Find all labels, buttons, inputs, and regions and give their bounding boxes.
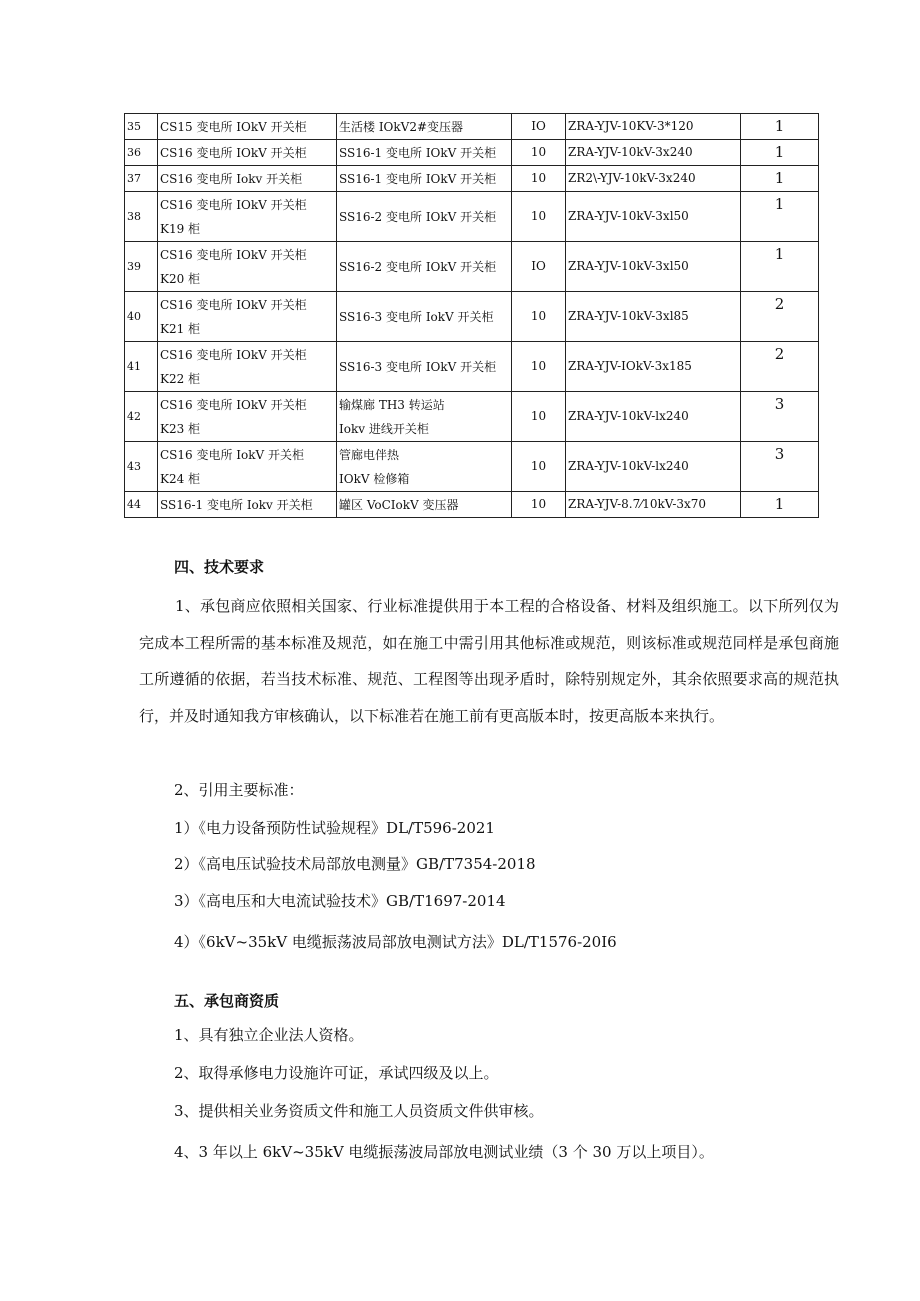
to-location-cell-line: IOkV 检修箱 — [339, 471, 410, 486]
from-location-cell — [158, 442, 337, 492]
to-location-cell — [337, 114, 512, 140]
to-location-cell-line: SS16-3 变电所 IOkV 开关柜 — [339, 359, 497, 374]
row-number-cell: 35 — [125, 114, 158, 140]
voltage-cell: IO — [512, 114, 566, 140]
from-location-cell-line: CS16 变电所 IOkV 开关柜 — [160, 397, 307, 412]
row-number-cell: 41 — [125, 342, 158, 392]
to-location-cell-line: SS16-1 变电所 IOkV 开关柜 — [339, 145, 497, 160]
row-number-cell: 36 — [125, 140, 158, 166]
cable-model-cell: ZRA-YJV-10kV-lx240 — [566, 442, 741, 492]
qualification-item-3: 3、提供相关业务资质文件和施工人员资质文件供审核。 — [174, 1102, 544, 1120]
standard-item-1: 1）《电力设备预防性试验规程》DL/T596-2021 — [174, 819, 495, 837]
table-row — [125, 166, 819, 192]
table-row — [125, 342, 819, 392]
from-location-cell-line: CS16 变电所 IOkV 开关柜 — [160, 145, 307, 160]
voltage-cell: 10 — [512, 442, 566, 492]
from-location-cell — [158, 492, 337, 518]
from-location-cell — [158, 140, 337, 166]
standard-item-3: 3）《高电压和大电流试验技术》GB/T1697-2014 — [174, 892, 506, 910]
quantity-cell: 1 — [741, 492, 819, 518]
cable-model-cell: ZRA-YJV-8.7⁄10kV-3x70 — [566, 492, 741, 518]
to-location-cell-line: Iokv 进线开关柜 — [339, 421, 429, 436]
cable-model-cell: ZRA-YJV-10kV-lx240 — [566, 392, 741, 442]
to-location-cell-line: 输煤廊 TH3 转运站 — [339, 397, 445, 412]
table-row — [125, 492, 819, 518]
cable-model-cell: ZRA-YJV-10kV-3xl50 — [566, 242, 741, 292]
to-location-cell-line: SS16-1 变电所 IOkV 开关柜 — [339, 171, 497, 186]
from-location-cell-line: CS16 变电所 IokV 开关柜 — [160, 447, 305, 462]
quantity-cell: 1 — [741, 166, 819, 192]
to-location-cell-line: SS16-2 变电所 IOkV 开关柜 — [339, 209, 497, 224]
table-row — [125, 292, 819, 342]
from-location-cell-line: K24 柜 — [160, 471, 201, 486]
quantity-cell: 1 — [741, 192, 819, 242]
section-4-title: 四、技术要求 — [174, 558, 265, 576]
voltage-cell: 10 — [512, 166, 566, 192]
cable-table — [124, 113, 819, 518]
row-number-cell: 43 — [125, 442, 158, 492]
to-location-cell — [337, 442, 512, 492]
to-location-cell-line: 生活楼 IOkV2#变压器 — [339, 119, 464, 134]
voltage-cell: 10 — [512, 392, 566, 442]
from-location-cell — [158, 114, 337, 140]
row-number-cell: 40 — [125, 292, 158, 342]
from-location-cell-line: CS16 变电所 IOkV 开关柜 — [160, 347, 307, 362]
quantity-cell: 1 — [741, 140, 819, 166]
cable-model-cell: ZRA-YJV-10kV-3xl50 — [566, 192, 741, 242]
voltage-cell: IO — [512, 242, 566, 292]
from-location-cell-line: K22 柜 — [160, 371, 201, 386]
qualification-item-4: 4、3 年以上 6kV~35kV 电缆振荡波局部放电测试业绩（3 个 30 万以上项目）。 — [174, 1143, 714, 1161]
quantity-cell: 3 — [741, 442, 819, 492]
quantity-cell: 3 — [741, 392, 819, 442]
voltage-cell: 10 — [512, 192, 566, 242]
to-location-cell — [337, 242, 512, 292]
row-number-cell: 37 — [125, 166, 158, 192]
from-location-cell-line: K20 柜 — [160, 271, 201, 286]
from-location-cell-line: K23 柜 — [160, 421, 201, 436]
table-row — [125, 192, 819, 242]
qualification-item-1: 1、具有独立企业法人资格。 — [174, 1026, 364, 1044]
to-location-cell — [337, 492, 512, 518]
quantity-cell: 1 — [741, 242, 819, 292]
from-location-cell-line: SS16-1 变电所 Iokv 开关柜 — [160, 497, 313, 512]
voltage-cell: 10 — [512, 492, 566, 518]
from-location-cell — [158, 292, 337, 342]
cable-model-cell: ZR2\-YJV-10kV-3x240 — [566, 166, 741, 192]
from-location-cell — [158, 166, 337, 192]
table-row — [125, 140, 819, 166]
row-number-cell: 42 — [125, 392, 158, 442]
section-5-title: 五、承包商资质 — [174, 992, 280, 1010]
standard-item-2: 2）《高电压试验技术局部放电测量》GB/T7354-2018 — [174, 855, 536, 873]
table-row — [125, 242, 819, 292]
from-location-cell — [158, 342, 337, 392]
qualification-item-2: 2、取得承修电力设施许可证，承试四级及以上。 — [174, 1064, 499, 1082]
to-location-cell — [337, 192, 512, 242]
table-row — [125, 392, 819, 442]
quantity-cell: 2 — [741, 342, 819, 392]
standard-item-4: 4）《6kV~35kV 电缆振荡波局部放电测试方法》DL/T1576-20I6 — [174, 933, 617, 951]
cable-model-cell: ZRA-YJV-10kV-3x240 — [566, 140, 741, 166]
table-row — [125, 442, 819, 492]
from-location-cell-line: CS16 变电所 IOkV 开关柜 — [160, 247, 307, 262]
quantity-cell: 2 — [741, 292, 819, 342]
row-number-cell: 38 — [125, 192, 158, 242]
to-location-cell-line: SS16-2 变电所 IOkV 开关柜 — [339, 259, 497, 274]
quantity-cell: 1 — [741, 114, 819, 140]
to-location-cell-line: 管廊电伴热 — [339, 447, 400, 462]
voltage-cell: 10 — [512, 292, 566, 342]
from-location-cell-line: K21 柜 — [160, 321, 201, 336]
from-location-cell — [158, 242, 337, 292]
from-location-cell — [158, 392, 337, 442]
cable-model-cell: ZRA-YJV-10KV-3*120 — [566, 114, 741, 140]
voltage-cell: 10 — [512, 342, 566, 392]
from-location-cell-line: CS16 变电所 IOkV 开关柜 — [160, 297, 307, 312]
from-location-cell-line: CS16 变电所 Iokv 开关柜 — [160, 171, 303, 186]
to-location-cell — [337, 166, 512, 192]
row-number-cell: 39 — [125, 242, 158, 292]
section-4-paragraph-2: 2、引用主要标准： — [174, 781, 304, 799]
to-location-cell — [337, 392, 512, 442]
to-location-cell — [337, 140, 512, 166]
cable-table-body — [125, 114, 819, 518]
from-location-cell-line: K19 柜 — [160, 221, 201, 236]
from-location-cell — [158, 192, 337, 242]
row-number-cell: 44 — [125, 492, 158, 518]
cable-model-cell: ZRA-YJV-10kV-3xl85 — [566, 292, 741, 342]
from-location-cell-line: CS16 变电所 IOkV 开关柜 — [160, 197, 307, 212]
to-location-cell — [337, 342, 512, 392]
voltage-cell: 10 — [512, 140, 566, 166]
cable-model-cell: ZRA-YJV-IOkV-3x185 — [566, 342, 741, 392]
from-location-cell-line: CS15 变电所 IOkV 开关柜 — [160, 119, 307, 134]
section-4-paragraph-1: 1、承包商应依照相关国家、行业标准提供用于本工程的合格设备、材料及组织施工。以下所列仅为完成本工程所需的基本标准及规范，如在施工中需引用其他标准或规范，则该标准或规范同样是承包商施工所遵循的依据，若当技术标准、规范、工程图等出现矛盾时，除特别规定外，其余依照要求高的规范执行，并及时通知我方审核确认，以下标准若在施工前有更高版本时，按更高版本来执行。 — [139, 597, 839, 725]
table-row — [125, 114, 819, 140]
to-location-cell-line: SS16-3 变电所 IokV 开关柜 — [339, 309, 494, 324]
to-location-cell — [337, 292, 512, 342]
to-location-cell-line: 罐区 VoCIokV 变压器 — [339, 497, 459, 512]
